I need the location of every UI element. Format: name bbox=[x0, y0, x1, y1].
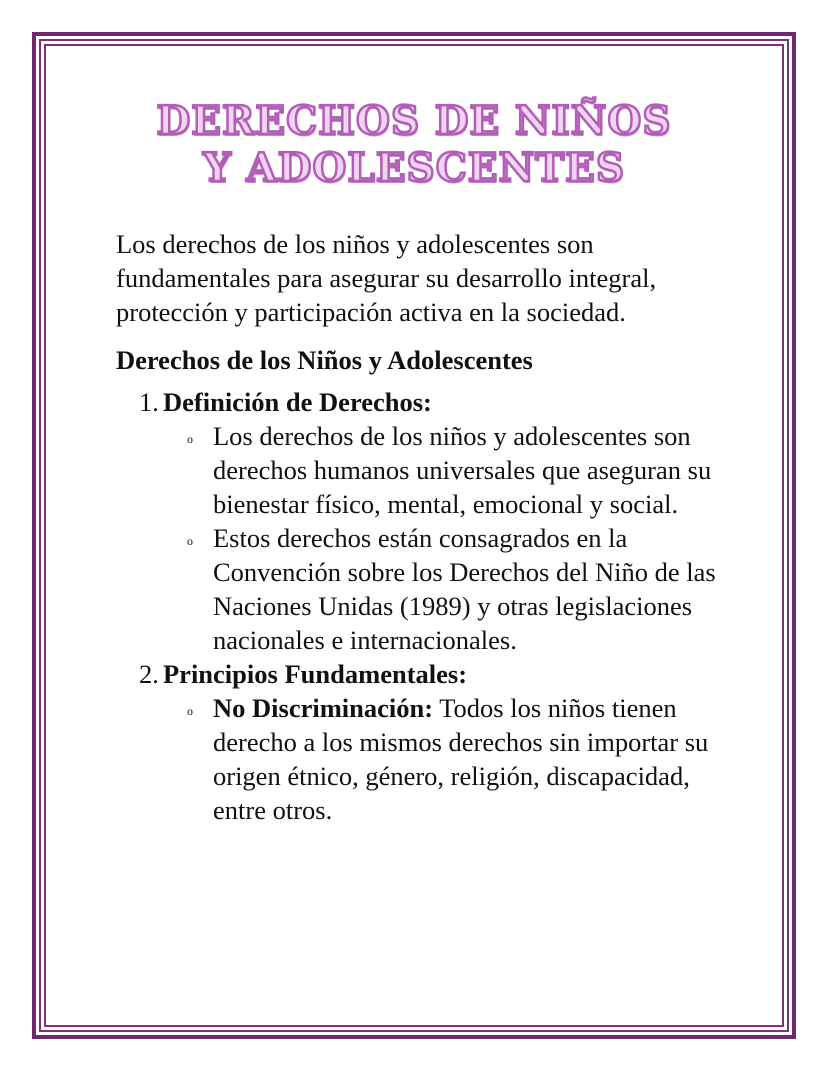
bullet-lead: No Discriminación: bbox=[213, 693, 434, 723]
intro-paragraph: Los derechos de los niños y adolescentes son fundamentales para asegurar su desarrollo integral, protección y participación activa en la sociedad. bbox=[116, 229, 657, 327]
bullet-text: Los derechos de los niños y adolescentes son derechos humanos universales que aseguran su bienestar físico, mental, emocional y social. bbox=[213, 421, 712, 519]
list-number: 2. bbox=[139, 659, 159, 689]
list-item-principios bbox=[116, 657, 716, 827]
title-line-2: Y ADOLESCENTES bbox=[202, 145, 626, 191]
title-line-1: DERECHOS DE NIÑOS bbox=[156, 98, 672, 144]
bullet-text bbox=[213, 693, 708, 825]
bullet-item bbox=[187, 419, 716, 521]
bullet-item bbox=[187, 521, 716, 657]
bullet-list bbox=[163, 691, 716, 827]
list-number: 1. bbox=[139, 387, 159, 417]
list-item-title: Definición de Derechos: bbox=[163, 387, 432, 417]
bullet-item bbox=[187, 691, 716, 827]
document-body bbox=[116, 227, 716, 827]
bullet-text: Estos derechos están consagrados en la Convención sobre los Derechos del Niño de las Naciones Unidas (1989) y otras legislaciones nacionales e internacionales. bbox=[213, 523, 716, 655]
bullet-icon: o bbox=[187, 432, 193, 446]
bullet-body: Todos los niños tienen derecho a los mismos derechos sin importar su origen étnico, género, religión, discapacidad, entre otros. bbox=[213, 693, 709, 825]
bullet-icon: o bbox=[187, 534, 193, 548]
list-item-definicion bbox=[116, 385, 716, 657]
list-item-title: Principios Fundamentales: bbox=[163, 659, 468, 689]
bullet-icon: o bbox=[187, 704, 193, 718]
document-title bbox=[60, 98, 768, 192]
section-heading: Derechos de los Niños y Adolescentes bbox=[116, 345, 533, 375]
numbered-list bbox=[116, 385, 716, 827]
bullet-list bbox=[163, 419, 716, 657]
